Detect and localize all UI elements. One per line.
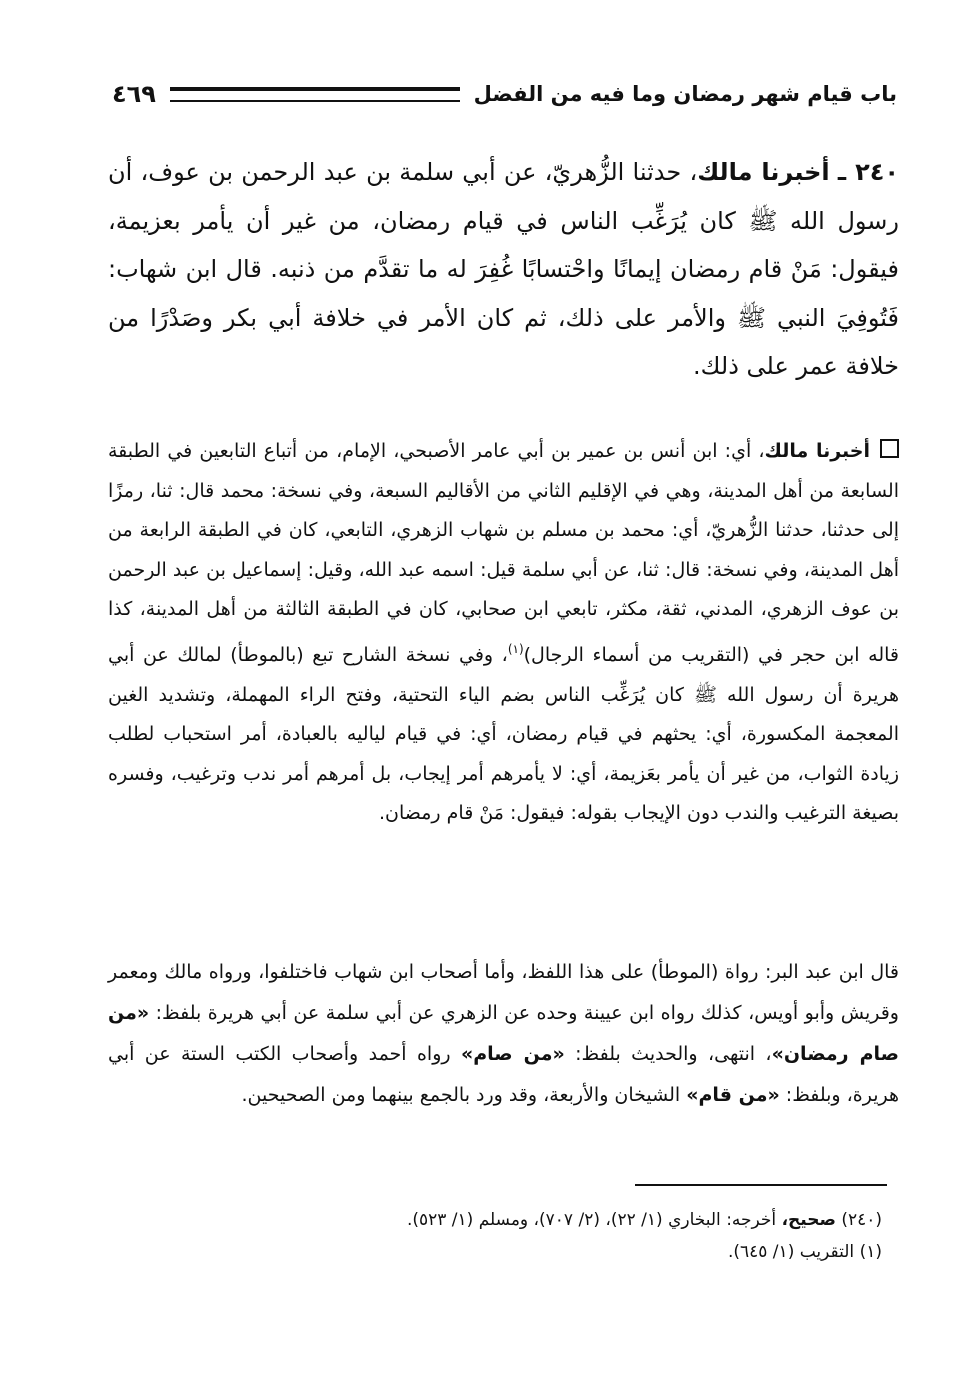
commentary-part1: ، أي: ابن أنس بن عمير بن أبي عامر الأصبحي، الإمام، من أتباع التابعين في الطبقة السابعة من أهل المدينة، وهي في الإقليم الثاني من الأقاليم السبعة، وفي نسخة: محمد قال: ثنا، رمزًا إلى حدثنا، حدثنا الزُّهريّ، أي: محمد بن مسلم بن شهاب الزهري، التابعي، كان في الطبقة الرابعة من أهل المدينة، وفي نسخة: قال: ثنا، عن أبي سلمة قيل: اسمه عبد الله، وقيل: إسماعيل بن عبد الرحمن بن عوف الزهري، المدني، ثقة، مكثر، تابعي ابن صحابي، كان في الطبقة الثالثة من أهل المدينة، كذا قاله ابن حجر في (التقريب من أسماء الرجال): [108, 440, 899, 666]
footnote-reference: (١): [507, 641, 524, 656]
footnote: [108, 1204, 882, 1236]
commentary-paragraph-2: [108, 952, 899, 1116]
hadith-lead: أخبرنا مالك: [697, 158, 830, 186]
para2-quote2: «من صام»: [460, 1043, 565, 1065]
footnote-number: (١): [859, 1242, 882, 1262]
chapter-title: باب قيام شهر رمضان وما فيه من الفضل: [473, 82, 897, 106]
commentary-lead: أخبرنا مالك: [764, 440, 870, 462]
footnote-text: التقريب (١/ ٦٤٥).: [727, 1242, 860, 1262]
footnote-text: أخرجه: البخاري (١/ ٢٢)، (٢/ ٧٠٧)، ومسلم (١/ ٥٢٣).: [406, 1210, 782, 1230]
hadith-number: ٢٤٠ ـ: [837, 158, 900, 186]
footnote-divider: [635, 1184, 887, 1186]
para2-quote1: «من صام رمضان»: [108, 1002, 899, 1065]
commentary-part2: ، وفي نسخة الشارح تبع (بالموطأ) لمالك عن أبي هريرة أن رسول الله ﷺ كان يُرَغِّب الناس بضم الياء التحتية، وفتح الراء المهملة، وتشديد الغين المعجمة المكسورة، أي: يحثهم في قيام رمضان، أي: في قيام لياليه بالعبادة، أمر استحباب لطلب زيادة الثواب، من غير أن يأمر بعَزيمة، أي: لا يأمرهم أمر إيجاب، بل أمرهم أمر ندب وترغيب، وفسره بصيغة الترغيب والندب دون الإيجاب بقوله: فيقول: مَنْ قام رمضان.: [108, 643, 899, 825]
footnote-number: (٢٤٠): [841, 1210, 882, 1230]
page-number: ٤٦٩: [112, 80, 156, 108]
running-header: [112, 74, 897, 114]
footnotes: [108, 1204, 882, 1268]
para2-part2: ، انتهى، والحديث بلفظ:: [564, 1043, 772, 1065]
footnote-lead: صحيح،: [781, 1210, 836, 1230]
para2-quote3: «من قام»: [686, 1084, 780, 1106]
para2-part3: رواه أحمد وأصحاب الكتب الستة عن أبي هريرة، وبلفظ:: [108, 1043, 899, 1106]
header-rule: [170, 87, 460, 102]
square-marker-icon: [880, 439, 899, 458]
hadith-text: [108, 148, 899, 391]
footnote: [108, 1236, 882, 1268]
para2-part4: الشيخان والأربعة، وقد ورد بالجمع بينهما ومن الصحيحين.: [241, 1084, 687, 1106]
commentary: [108, 432, 899, 834]
hadith-body: ، حدثنا الزُّهريّ، عن أبي سلمة بن عبد الرحمن بن عوف، أن رسول الله ﷺ كان يُرَغِّب الناس في قيام رمضان، من غير أن يأمر بعزيمة، فيقول: مَنْ قام رمضان إيمانًا واحْتسابًا غُفِرَ له ما تقدَّم من ذنبه. قال ابن شهاب: فَتُوفِيَ النبي ﷺ والأمر على ذلك، ثم كان الأمر في خلافة أبي بكر وصَدْرًا من خلافة عمر على ذلك.: [108, 158, 899, 380]
para2-part1: قال ابن عبد البر: رواة (الموطأ) على هذا اللفظ، وأما أصحاب ابن شهاب فاختلفوا، ورواه مالك ومعمر وقريش وأبو أويس، كذلك رواه ابن عيينة وحده عن الزهري عن أبي سلمة عن أبي هريرة بلفظ:: [108, 961, 899, 1024]
